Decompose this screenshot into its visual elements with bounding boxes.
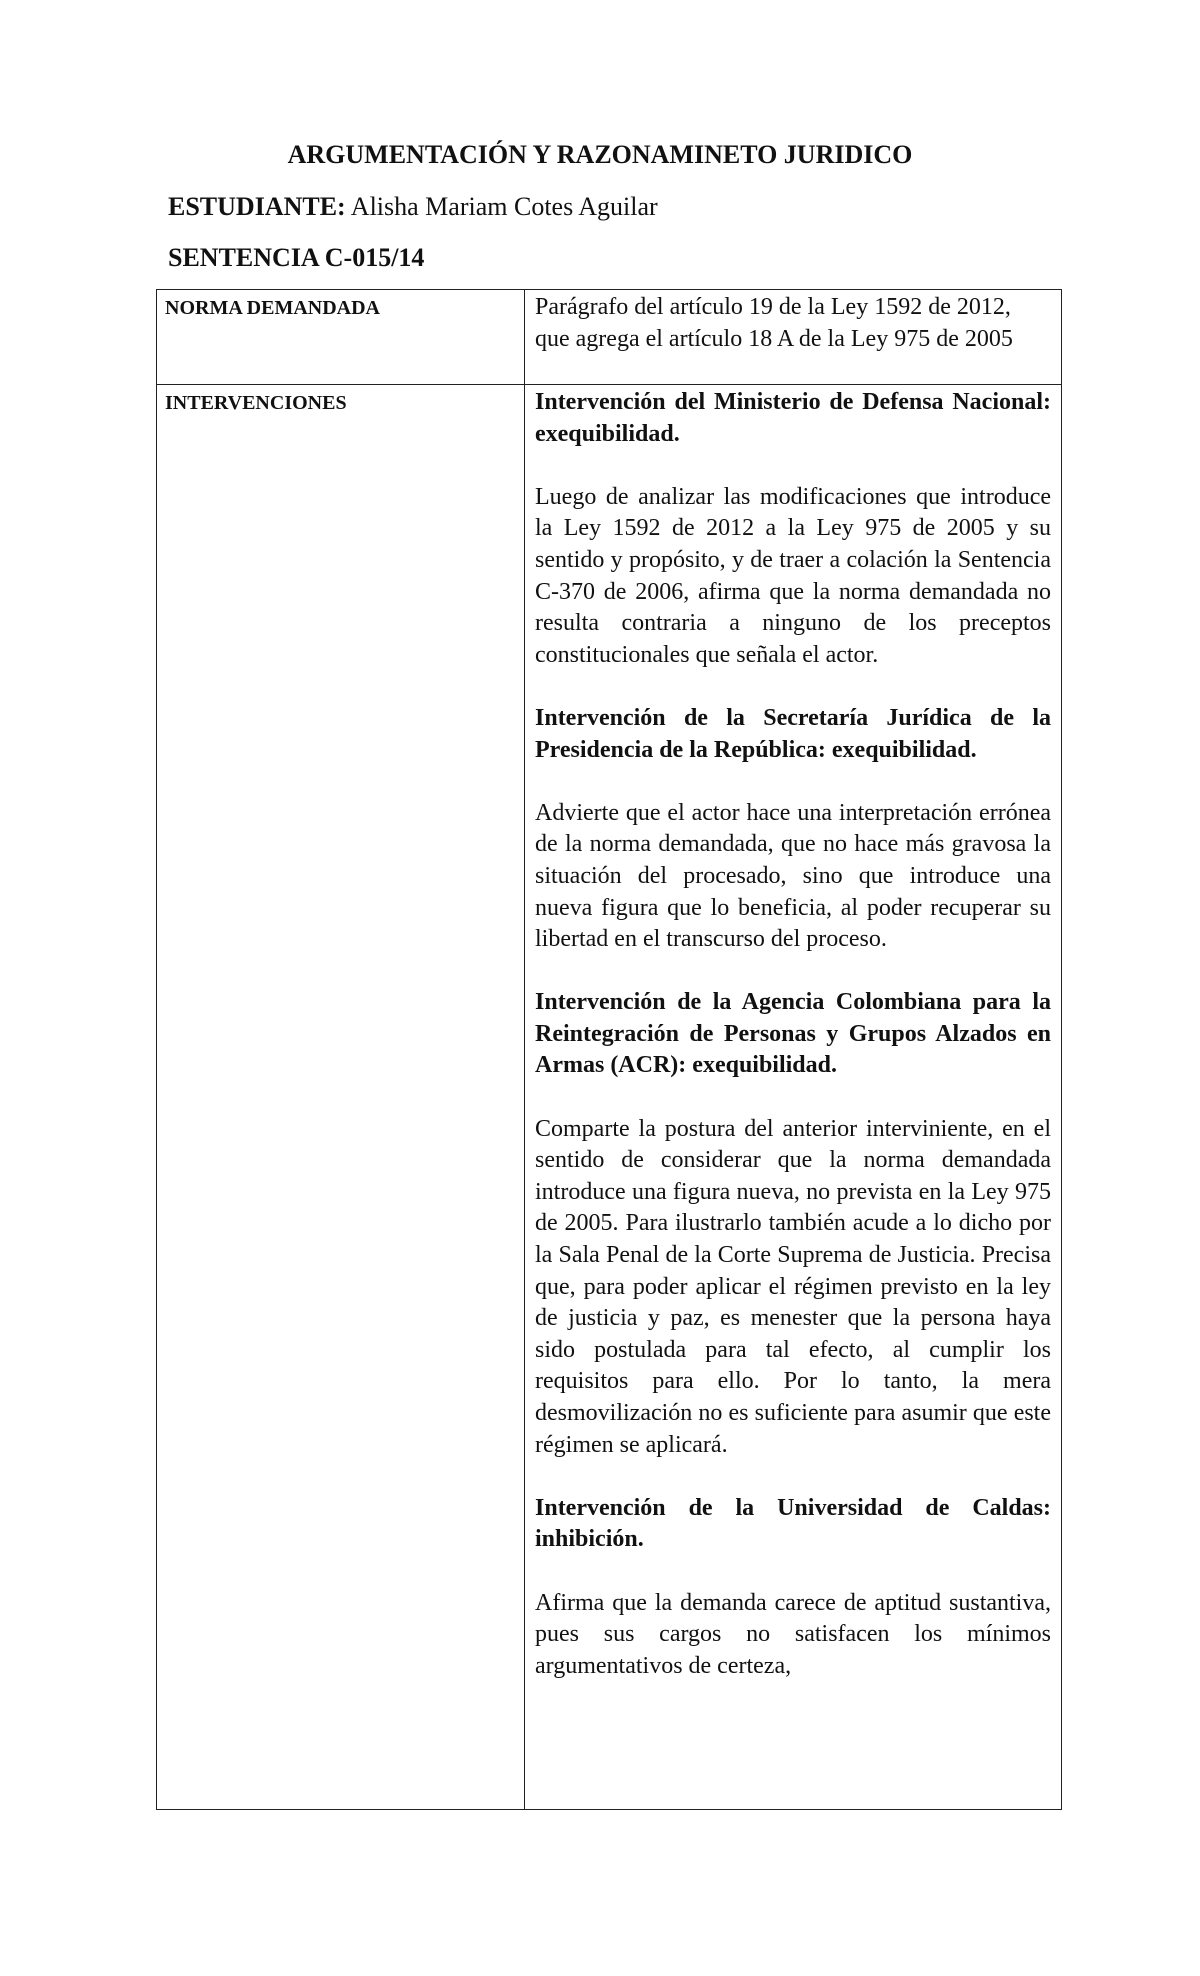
- intervention-heading-ucaldas: Intervención de la Universidad de Caldas: inhibición.: [535, 1494, 1051, 1553]
- norma-text: [525, 290, 1062, 385]
- student-name: Alisha Mariam Cotes Aguilar: [350, 192, 658, 221]
- intervention-heading-acr: Intervención de la Agencia Colombiana para la Reintegración de Personas y Grupos Alzados en Armas (ACR): exequibilidad.: [535, 989, 1051, 1079]
- intervenciones-content: [525, 385, 1062, 1810]
- intervention-text-mindefensa: Luego de analizar las modificaciones que introduce la Ley 1592 de 2012 a la Ley 975 de 2005 y su sentido y propósito, y de traer a colación la Sentencia C-370 de 2006, afirma que la norma demandada no resulta contraria a ninguno de los preceptos constitucionales que señala el actor.: [535, 483, 1051, 668]
- sentence-reference: SENTENCIA C-015/14: [168, 243, 425, 272]
- student-line: [168, 190, 658, 224]
- table-row-intervenciones: [157, 385, 1062, 1810]
- student-label: ESTUDIANTE:: [168, 192, 346, 221]
- intervention-heading-presidencia: Intervención de la Secretaría Jurídica de la Presidencia de la República: exequibilidad.: [535, 704, 1051, 763]
- intervention-text-ucaldas: Afirma que la demanda carece de aptitud sustantiva, pues sus cargos no satisfacen los mínimos argumentativos de certeza,: [535, 1589, 1051, 1679]
- row-label-intervenciones: INTERVENCIONES: [157, 385, 525, 1810]
- norma-paragraph: Parágrafo del artículo 19 de la Ley 1592 de 2012, que agrega el artículo 18 A de la Ley 975 de 2005: [535, 294, 1013, 352]
- document-title: ARGUMENTACIÓN Y RAZONAMINETO JURIDICO: [287, 140, 913, 169]
- row-label-norma: NORMA DEMANDADA: [157, 290, 525, 385]
- intervention-text-acr: Comparte la postura del anterior interviniente, en el sentido de considerar que la norma demandada introduce una figura nueva, no prevista en la Ley 975 de 2005. Para ilustrarlo también acude a lo dicho por la Sala Penal de la Corte Suprema de Justicia. Precisa que, para poder aplicar el régimen previsto en la ley de justicia y paz, es menester que la persona haya sido postulada para tal efecto, al cumplir los requisitos para ello. Por lo tanto, la mera desmovilización no es suficiente para asumir que este régimen se aplicará.: [535, 1115, 1051, 1458]
- analysis-table: [156, 289, 1062, 1810]
- intervention-text-presidencia: Advierte que el actor hace una interpretación errónea de la norma demandada, que no hace más gravosa la situación del procesado, sino que introduce una nueva figura que lo beneficia, al poder recuperar su libertad en el transcurso del proceso.: [535, 799, 1051, 953]
- intervention-heading-mindefensa: Intervención del Ministerio de Defensa Nacional: exequibilidad.: [535, 389, 1051, 447]
- table-row-norma: [157, 290, 1062, 385]
